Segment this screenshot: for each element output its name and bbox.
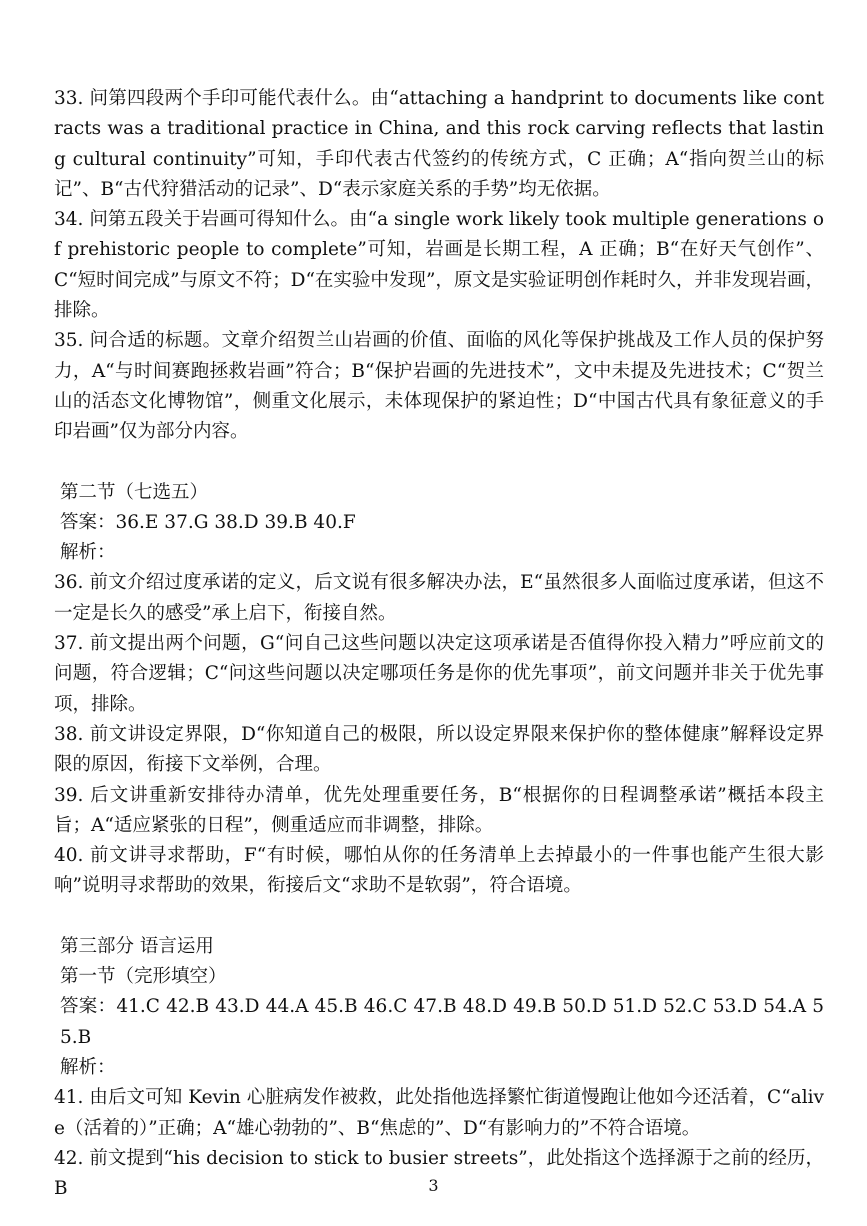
answer-key: 答案：41.C 42.B 43.D 44.A 45.B 46.C 47.B 48.D 49.B 50.D 51.D 52.C 53.D 54.A 55.B	[60, 996, 824, 1048]
answer-explanation-33: 33. 问第四段两个手印可能代表什么。由“attaching a handprint to documents like contracts was a traditional practice in China, and this rock carving reflects that lasting cultural continuity”可知，手印代表古代签约的传统方式，C 正确；A“指向贺兰山的标记”、B“古代狩猎活动的记录”、D“表示家庭关系的手势”均无依据。	[54, 88, 824, 200]
analysis-label: 解析：	[60, 542, 116, 564]
analysis-label: 解析：	[60, 1056, 116, 1078]
section-gap	[54, 448, 824, 478]
section-heading: 第二节（七选五）	[60, 481, 209, 503]
answer-explanation-34: 34. 问第五段关于岩画可得知什么。由“a single work likely took multiple generations of prehistoric people to complete”可知，岩画是长期工程，A 正确；B“在好天气创作”、C“短时间完成”与原文不符；D“在实验中发现”，原文是实验证明创作耗时久，并非发现岩画，排除。	[54, 209, 824, 322]
answer-explanation-42: 42. 前文提到“his decision to stick to busier streets”，此处指这个选择源于之前的经历，B	[54, 1147, 824, 1200]
answer-key: 答案：36.E 37.G 38.D 39.B 40.F	[60, 511, 356, 533]
page-number: 3	[428, 1176, 439, 1195]
answer-explanation-39: 39. 后文讲重新安排待办清单，优先处理重要任务，B“根据你的日程调整承诺”概括本段主旨；A“适应紧张的日程”，侧重适应而非调整，排除。	[54, 784, 824, 836]
answer-explanation-36: 36. 前文介绍过度承诺的定义，后文说有很多解决办法，E“虽然很多人面临过度承诺，但这不一定是长久的感受”承上启下，衔接自然。	[54, 572, 824, 624]
answer-explanation-41: 41. 由后文可知 Kevin 心脏病发作被救，此处指他选择繁忙街道慢跑让他如今还活着，C“alive（活着的）”正确；A“雄心勃勃的”、B“焦虑的”、D“有影响力的”不符合语境。	[54, 1087, 824, 1139]
document-page	[54, 84, 824, 1204]
section-gap	[54, 902, 824, 932]
part-heading: 第三部分 语言运用	[60, 935, 214, 957]
section-heading: 第一节（完形填空）	[60, 966, 227, 988]
answer-explanation-40: 40. 前文讲寻求帮助，F“有时候，哪怕从你的任务清单上去掉最小的一件事也能产生很大影响”说明寻求帮助的效果，衔接后文“求助不是软弱”，符合语境。	[54, 845, 824, 897]
answer-explanation-35: 35. 问合适的标题。文章介绍贺兰山岩画的价值、面临的风化等保护挑战及工作人员的保护努力，A“与时间赛跑拯救岩画”符合；B“保护岩画的先进技术”，文中未提及先进技术；C“贺兰山的活态文化博物馆”，侧重文化展示，未体现保护的紧迫性；D“中国古代具有象征意义的手印岩画”仅为部分内容。	[54, 330, 824, 443]
answer-explanation-38: 38. 前文讲设定界限，D“你知道自己的极限，所以设定界限来保护你的整体健康”解释设定界限的原因，衔接下文举例，合理。	[54, 723, 824, 776]
answer-explanation-37: 37. 前文提出两个问题，G“问自己这些问题以决定这项承诺是否值得你投入精力”呼应前文的问题，符合逻辑；C“问这些问题以决定哪项任务是你的优先事项”，前文问题并非关于优先事项，排除。	[54, 633, 824, 715]
